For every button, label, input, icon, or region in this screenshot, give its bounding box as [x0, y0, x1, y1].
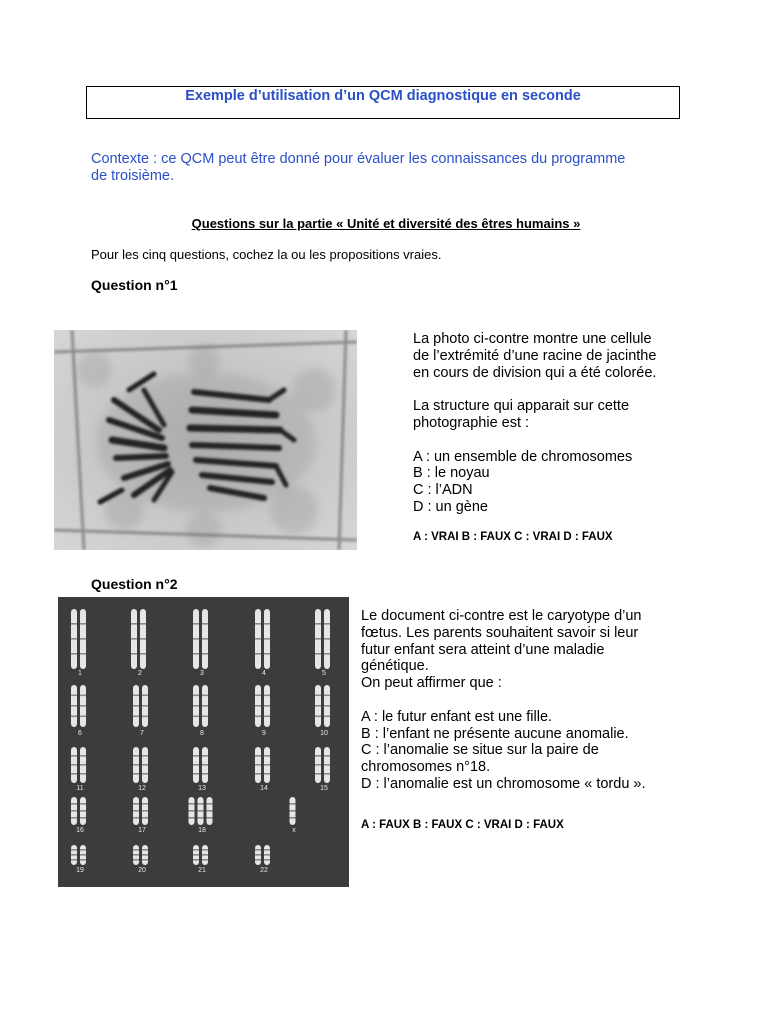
- q1-option-c: C : l’ADN: [413, 482, 473, 499]
- chromosome-band: [193, 755, 199, 757]
- chromosome-band: [133, 854, 139, 856]
- chromosome-band: [71, 705, 77, 707]
- karyotype-label: 20: [138, 867, 146, 874]
- chromosome-band: [80, 810, 86, 812]
- chromosome-band: [80, 764, 86, 766]
- chromosome-band: [264, 849, 270, 851]
- chromosome-band: [207, 803, 213, 805]
- chromosome-band: [133, 849, 139, 851]
- q1-option-b: B : le noyau: [413, 465, 490, 482]
- chromosome-band: [193, 716, 199, 718]
- q2-line: génétique.: [361, 658, 429, 675]
- chromosome-band: [142, 803, 148, 805]
- chromosome-band: [315, 716, 321, 718]
- chromosome-band: [80, 705, 86, 707]
- chromosome-band: [207, 810, 213, 812]
- chromosome-band: [133, 773, 139, 775]
- chromosome-band: [133, 817, 139, 819]
- question-1-answer: A : VRAI B : FAUX C : VRAI D : FAUX: [413, 531, 613, 543]
- chromosome-band: [255, 755, 261, 757]
- chromosome-band: [290, 817, 296, 819]
- chromosome-band: [133, 803, 139, 805]
- chromosome-band: [202, 755, 208, 757]
- chromosome-band: [255, 859, 261, 861]
- chromosome-band: [193, 653, 199, 655]
- chromosome-band: [315, 755, 321, 757]
- chromosome-band: [142, 716, 148, 718]
- chromosome-band: [133, 810, 139, 812]
- karyotype-label: 6: [78, 730, 82, 737]
- chromosome-band: [71, 695, 77, 697]
- chromosome-band: [315, 705, 321, 707]
- chromosome-band: [264, 854, 270, 856]
- karyotype-label: 5: [322, 670, 326, 677]
- q2-line: Le document ci-contre est le caryotype d’un: [361, 608, 642, 624]
- chromosome-band: [202, 695, 208, 697]
- karyotype-label: 2: [138, 670, 142, 677]
- chromosome-band: [315, 773, 321, 775]
- karyotype-label: 4: [262, 670, 266, 677]
- context-paragraph: [91, 151, 681, 185]
- chromosome-band: [264, 764, 270, 766]
- chromosome-band: [142, 695, 148, 697]
- chromosome-band: [71, 755, 77, 757]
- chromosome-band: [71, 638, 77, 640]
- question-1-text: [413, 331, 713, 516]
- q1-line: La photo ci-contre montre une cellule: [413, 331, 652, 347]
- chromosome-band: [202, 716, 208, 718]
- chromosome-band: [80, 653, 86, 655]
- chromosome-band: [133, 705, 139, 707]
- karyotype-image-icon: [58, 597, 349, 887]
- chromosome-band: [202, 849, 208, 851]
- chromosome-band: [264, 773, 270, 775]
- chromosome-band: [198, 817, 204, 819]
- chromosome-band: [290, 803, 296, 805]
- chromosome-band: [202, 859, 208, 861]
- chromosome-band: [142, 854, 148, 856]
- context-line-2: de troisième.: [91, 168, 175, 184]
- chromosome-band: [315, 623, 321, 625]
- chromosome-band: [80, 623, 86, 625]
- chromosome-band: [71, 773, 77, 775]
- chromosome-band: [71, 803, 77, 805]
- q1-option-d: D : un gène: [413, 498, 488, 515]
- karyotype-label: 14: [260, 785, 268, 792]
- chromosome-band: [189, 803, 195, 805]
- chromosome-band: [80, 817, 86, 819]
- q2-option-d: D : l’anomalie est un chromosome « tordu ».: [361, 775, 646, 792]
- q2-line: On peut affirmer que :: [361, 675, 502, 692]
- micrograph-svg: [54, 330, 357, 550]
- karyotype-label: 8: [200, 730, 204, 737]
- chromosome-band: [324, 773, 330, 775]
- chromosome-band: [140, 623, 146, 625]
- chromosome-band: [80, 773, 86, 775]
- chromosome-band: [202, 705, 208, 707]
- q2-option-a: A : le futur enfant est une fille.: [361, 708, 553, 725]
- q1-line: photographie est :: [413, 414, 530, 431]
- chromosome-band: [142, 705, 148, 707]
- karyotype-label: 21: [198, 867, 206, 874]
- chromosome-band: [193, 705, 199, 707]
- karyotype-label: 12: [138, 785, 146, 792]
- chromosome-band: [315, 653, 321, 655]
- chromosome-band: [198, 810, 204, 812]
- karyotype-label: 1: [78, 670, 82, 677]
- chromosome-band: [193, 849, 199, 851]
- chromosome-band: [264, 638, 270, 640]
- chromosome-band: [193, 773, 199, 775]
- chromosome-band: [324, 638, 330, 640]
- q1-line: en cours de division qui a été colorée.: [413, 364, 657, 381]
- chromosome-band: [255, 849, 261, 851]
- karyotype-label: 15: [320, 785, 328, 792]
- karyotype-label: 19: [76, 867, 84, 874]
- karyotype-svg: [58, 597, 349, 887]
- q2-option-b: B : l’enfant ne présente aucune anomalie.: [361, 725, 629, 742]
- chromosome-band: [142, 773, 148, 775]
- chromosome-band: [133, 859, 139, 861]
- karyotype-label: 13: [198, 785, 206, 792]
- chromosome-band: [71, 854, 77, 856]
- chromosome-band: [264, 623, 270, 625]
- chromosome-band: [142, 849, 148, 851]
- section-title: Questions sur la partie « Unité et diversité des êtres humains »: [191, 216, 581, 231]
- chromosome-band: [315, 695, 321, 697]
- karyotype-label: 22: [260, 867, 268, 874]
- q2-line: chromosomes n°18.: [361, 759, 491, 776]
- chromosome-band: [80, 803, 86, 805]
- chromosome-band: [133, 764, 139, 766]
- chromosome-band: [324, 705, 330, 707]
- chromosome-band: [133, 716, 139, 718]
- chromosome-band: [131, 638, 137, 640]
- dividing-cell-micrograph-icon: [54, 330, 357, 550]
- chromosome-band: [142, 764, 148, 766]
- chromosome-band: [142, 817, 148, 819]
- chromosome-band: [71, 810, 77, 812]
- chromosome-band: [133, 755, 139, 757]
- chromosome-band: [264, 755, 270, 757]
- chromosome-band: [264, 716, 270, 718]
- chromosome-band: [264, 695, 270, 697]
- karyotype-label: 3: [200, 670, 204, 677]
- chromosome-band: [71, 764, 77, 766]
- chromosome-band: [193, 638, 199, 640]
- chromosome-band: [255, 854, 261, 856]
- chromosome-band: [189, 810, 195, 812]
- chromosome-band: [198, 803, 204, 805]
- chromosome-band: [207, 817, 213, 819]
- chromosome-band: [255, 623, 261, 625]
- karyotype-label: 9: [262, 730, 266, 737]
- chromosome-band: [193, 854, 199, 856]
- chromosome-band: [324, 755, 330, 757]
- chromosome-band: [202, 638, 208, 640]
- chromosome-band: [71, 817, 77, 819]
- chromosome-band: [193, 695, 199, 697]
- q2-line: futur enfant sera atteint d’une maladie: [361, 641, 605, 658]
- q2-line: [361, 692, 701, 709]
- chromosome-band: [324, 653, 330, 655]
- chromosome-band: [142, 810, 148, 812]
- chromosome-band: [140, 638, 146, 640]
- chromosome-band: [255, 764, 261, 766]
- chromosome-band: [324, 764, 330, 766]
- question-2-text: [361, 608, 701, 793]
- question-2-answer: A : FAUX B : FAUX C : VRAI D : FAUX: [361, 819, 564, 831]
- chromosome-band: [255, 705, 261, 707]
- chromosome-band: [202, 623, 208, 625]
- chromosome-band: [255, 638, 261, 640]
- context-line-1: Contexte : ce QCM peut être donné pour évaluer les connaissances du programme: [91, 151, 626, 167]
- chromosome-band: [80, 854, 86, 856]
- chromosome-band: [202, 773, 208, 775]
- instructions: Pour les cinq questions, cochez la ou les propositions vraies.: [91, 247, 442, 262]
- chromosome-band: [255, 716, 261, 718]
- document-title: Exemple d’utilisation d’un QCM diagnostique en seconde: [185, 88, 581, 104]
- chromosome-band: [324, 623, 330, 625]
- chromosome-band: [80, 859, 86, 861]
- chromosome-band: [255, 695, 261, 697]
- chromosome-band: [142, 755, 148, 757]
- chromosome-band: [71, 653, 77, 655]
- chromosome-band: [71, 859, 77, 861]
- chromosome-band: [131, 653, 137, 655]
- chromosome-band: [80, 755, 86, 757]
- q2-option-c: C : l’anomalie se situe sur la paire de: [361, 742, 599, 759]
- karyotype-label: x: [292, 827, 296, 834]
- karyotype-label: 18: [198, 827, 206, 834]
- chromosome-band: [193, 859, 199, 861]
- chromosome-band: [80, 638, 86, 640]
- chromosome-band: [315, 764, 321, 766]
- chromosome-band: [202, 764, 208, 766]
- q1-line: La structure qui apparait sur cette: [413, 398, 630, 415]
- karyotype-label: 10: [320, 730, 328, 737]
- chromosome-band: [189, 817, 195, 819]
- title-box: [86, 86, 680, 119]
- karyotype-label: 17: [138, 827, 146, 834]
- question-1-heading: Question n°1: [91, 277, 178, 293]
- chromosome-band: [324, 716, 330, 718]
- q2-line: fœtus. Les parents souhaitent savoir si leur: [361, 624, 639, 641]
- chromosome-band: [80, 695, 86, 697]
- question-2-heading: Question n°2: [91, 576, 178, 592]
- karyotype-label: 11: [76, 785, 84, 792]
- chromosome-band: [193, 764, 199, 766]
- chromosome-band: [71, 849, 77, 851]
- q1-option-a: A : un ensemble de chromosomes: [413, 448, 633, 465]
- chromosome-band: [255, 773, 261, 775]
- chromosome-band: [80, 849, 86, 851]
- chromosome-band: [71, 716, 77, 718]
- q1-line: [413, 381, 713, 398]
- chromosome-band: [324, 695, 330, 697]
- chromosome-band: [71, 623, 77, 625]
- karyotype-label: 7: [140, 730, 144, 737]
- q1-line: [413, 432, 713, 449]
- chromosome-band: [264, 859, 270, 861]
- karyotype-label: 16: [76, 827, 84, 834]
- chromosome-band: [290, 810, 296, 812]
- chromosome-band: [133, 695, 139, 697]
- chromosome-band: [202, 854, 208, 856]
- chromosome-band: [264, 705, 270, 707]
- chromosome-band: [255, 653, 261, 655]
- q1-line: de l’extrémité d’une racine de jacinthe: [413, 347, 657, 364]
- chromosome-band: [140, 653, 146, 655]
- chromosome-band: [80, 716, 86, 718]
- chromosome-band: [193, 623, 199, 625]
- chromosome-band: [315, 638, 321, 640]
- chromosome-band: [131, 623, 137, 625]
- chromosome-band: [202, 653, 208, 655]
- chromosome-band: [264, 653, 270, 655]
- chromosome-band: [142, 859, 148, 861]
